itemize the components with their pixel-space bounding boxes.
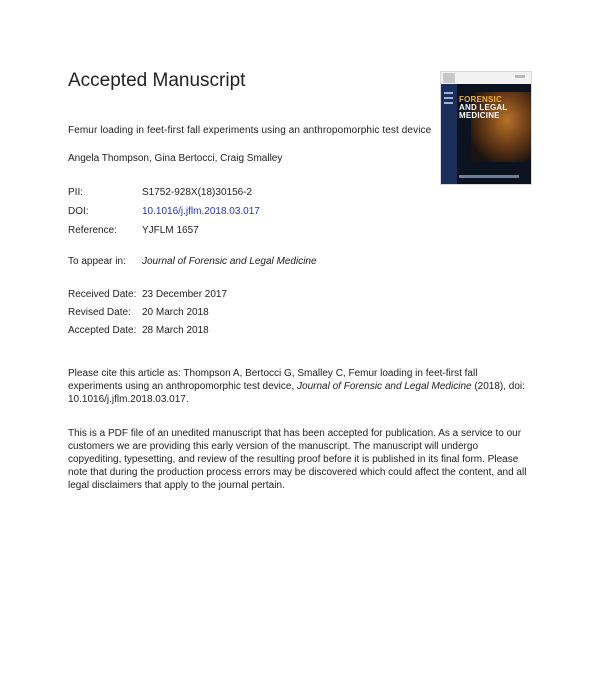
citation-journal: Journal of Forensic and Legal Medicine — [297, 381, 472, 392]
article-authors: Angela Thompson, Gina Bertocci, Craig Smalley — [68, 153, 283, 164]
meta-received-label: Received Date: — [68, 289, 137, 300]
cover-title-line-1: FORENSIC — [459, 95, 502, 104]
cover-title-line-3: MEDICINE — [459, 111, 500, 120]
meta-reference-label: Reference: — [68, 225, 117, 236]
cover-title-line-2: AND LEGAL — [459, 103, 508, 112]
meta-accepted-label: Accepted Date: — [68, 325, 137, 336]
meta-journal-name: Journal of Forensic and Legal Medicine — [142, 256, 317, 267]
meta-revised-value: 20 March 2018 — [142, 307, 209, 318]
doi-link[interactable]: 10.1016/j.jflm.2018.03.017 — [142, 206, 260, 217]
meta-pii-value: S1752-928X(18)30156-2 — [142, 187, 253, 198]
meta-reference-value: YJFLM 1657 — [142, 225, 199, 236]
cover-journal-title — [459, 96, 529, 120]
citation-text-2: (2018), doi: 10.1016/j.jflm.2018.03.017. — [68, 381, 525, 405]
meta-revised-label: Revised Date: — [68, 307, 131, 318]
cover-issue-text — [515, 75, 525, 78]
citation-text-1: Please cite this article as: Thompson A, Bertocci G, Smalley C, Femur loading in feet-first fall experiments using an anthropomorphic test device, — [68, 368, 478, 392]
meta-appear-label: To appear in: — [68, 256, 126, 267]
meta-pii-label: PII: — [68, 187, 84, 198]
meta-accepted-value: 28 March 2018 — [142, 325, 209, 336]
notice-paragraph: This is a PDF file of an unedited manuscript that has been accepted for publication. As a service to our customers we are providing this early version of the manuscript. The manuscript will undergo copyediting, typesetting, and review of the resulting proof before it is published in its final form. Please note that during the production process errors may be discovered which could affect the content, and all legal disclaimers that apply to the journal pertain. — [68, 428, 527, 491]
meta-doi-label: DOI: — [68, 206, 89, 217]
cover-footer-bar — [459, 175, 519, 178]
publisher-logo-icon — [443, 73, 455, 83]
article-title: Femur loading in feet-first fall experiments using an anthropomorphic test device — [68, 125, 432, 136]
meta-received-value: 23 December 2017 — [142, 289, 228, 300]
journal-cover-image — [441, 72, 531, 184]
cover-side-bar — [441, 84, 457, 184]
citation-paragraph — [68, 367, 528, 406]
page-title: Accepted Manuscript — [68, 70, 246, 91]
